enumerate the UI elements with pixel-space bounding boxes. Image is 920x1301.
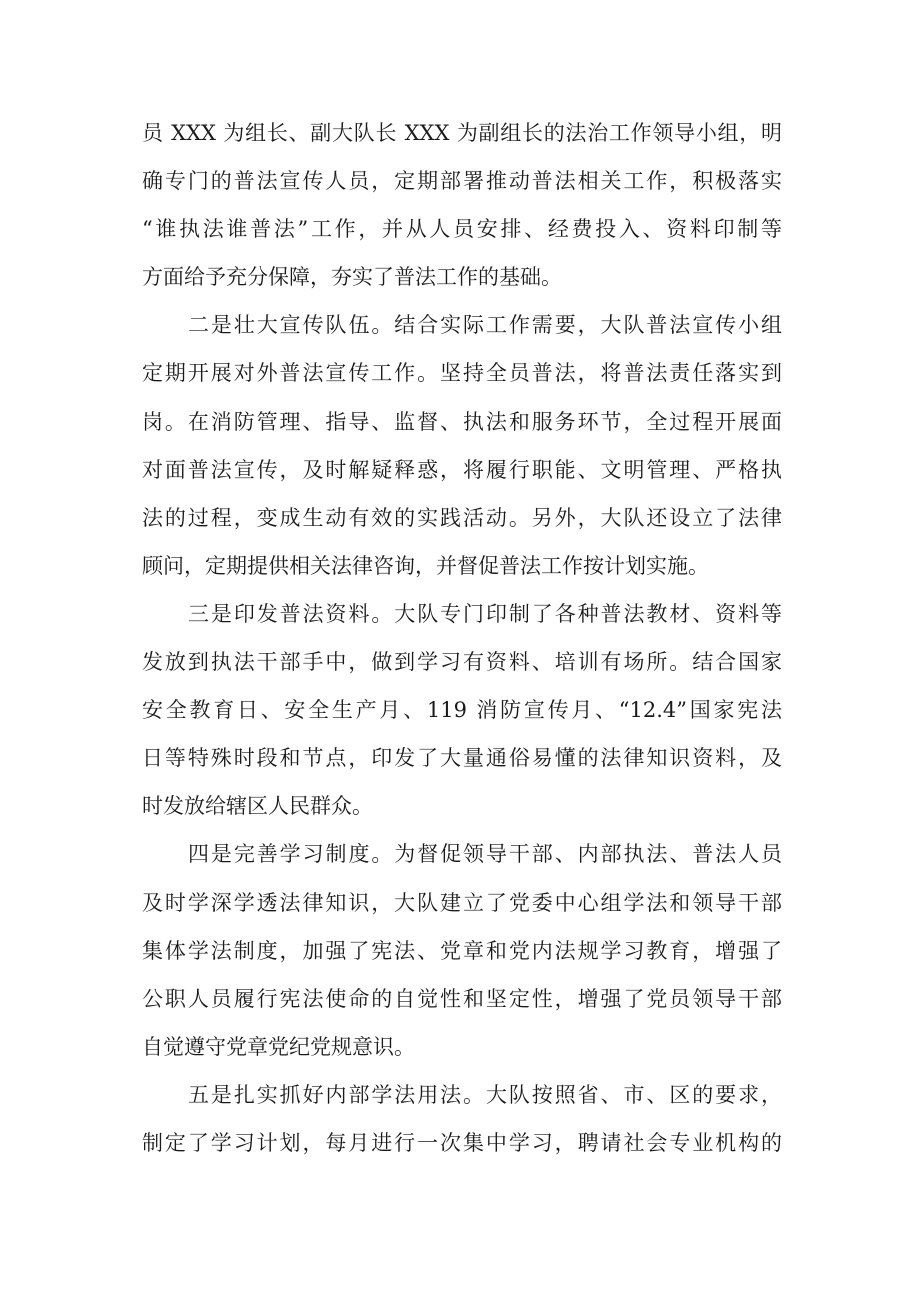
text-line: 制定了学习计划，每月进行一次集中学习，聘请社会专业机构的 <box>142 1130 782 1155</box>
text-line: 日等特殊时段和节点，印发了大量通俗易懂的法律知识资料，及 <box>142 746 782 771</box>
text-line: 发放到执法干部手中，做到学习有资料、培训有场所。结合国家 <box>142 650 782 675</box>
text-line: “谁执法谁普法”工作，并从人员安排、经费投入、资料印制等 <box>142 217 782 242</box>
paragraph-publicity-team <box>142 301 782 590</box>
paragraph-internal-study <box>142 1071 782 1167</box>
document-body <box>142 109 782 1167</box>
text-line: 确专门的普法宣传人员，定期部署推动普法相关工作，积极落实 <box>142 169 782 194</box>
text-line: 三是印发普法资料。大队专门印制了各种普法教材、资料等 <box>188 601 782 626</box>
text-line: 时发放给辖区人民群众。 <box>142 794 373 819</box>
paragraph-study-system <box>142 830 782 1070</box>
paragraph-org-leadership <box>142 109 782 301</box>
text-line: 四是完善学习制度。为督促领导干部、内部执法、普法人员 <box>188 842 782 867</box>
text-line: 岗。在消防管理、指导、监督、执法和服务环节，全过程开展面 <box>142 409 782 434</box>
text-line: 方面给予充分保障，夯实了普法工作的基础。 <box>142 265 562 290</box>
text-line: 公职人员履行宪法使命的自觉性和坚定性，增强了党员领导干部 <box>142 986 782 1011</box>
text-line: 定期开展对外普法宣传工作。坚持全员普法，将普法责任落实到 <box>142 361 782 386</box>
text-line: 顾问，定期提供相关法律咨询，并督促普法工作按计划实施。 <box>142 553 709 578</box>
paragraph-materials <box>142 590 782 830</box>
text-line: 员 XXX 为组长、副大队长 XXX 为副组长的法治工作领导小组，明 <box>142 121 782 145</box>
text-line: 及时学深学透法律知识，大队建立了党委中心组学法和领导干部 <box>142 890 782 915</box>
text-line: 安全教育日、安全生产月、119 消防宣传月、“12.4”国家宪法 <box>142 698 782 723</box>
text-line: 二是壮大宣传队伍。结合实际工作需要，大队普法宣传小组 <box>188 313 782 338</box>
text-line: 自觉遵守党章党纪党规意识。 <box>142 1034 415 1059</box>
text-line: 法的过程，变成生动有效的实践活动。另外，大队还设立了法律 <box>142 505 782 530</box>
text-line: 集体学法制度，加强了宪法、党章和党内法规学习教育，增强了 <box>142 938 782 963</box>
text-line: 对面普法宣传，及时解疑释惑，将履行职能、文明管理、严格执 <box>142 457 782 482</box>
text-line: 五是扎实抓好内部学法用法。大队按照省、市、区的要求， <box>188 1082 782 1107</box>
